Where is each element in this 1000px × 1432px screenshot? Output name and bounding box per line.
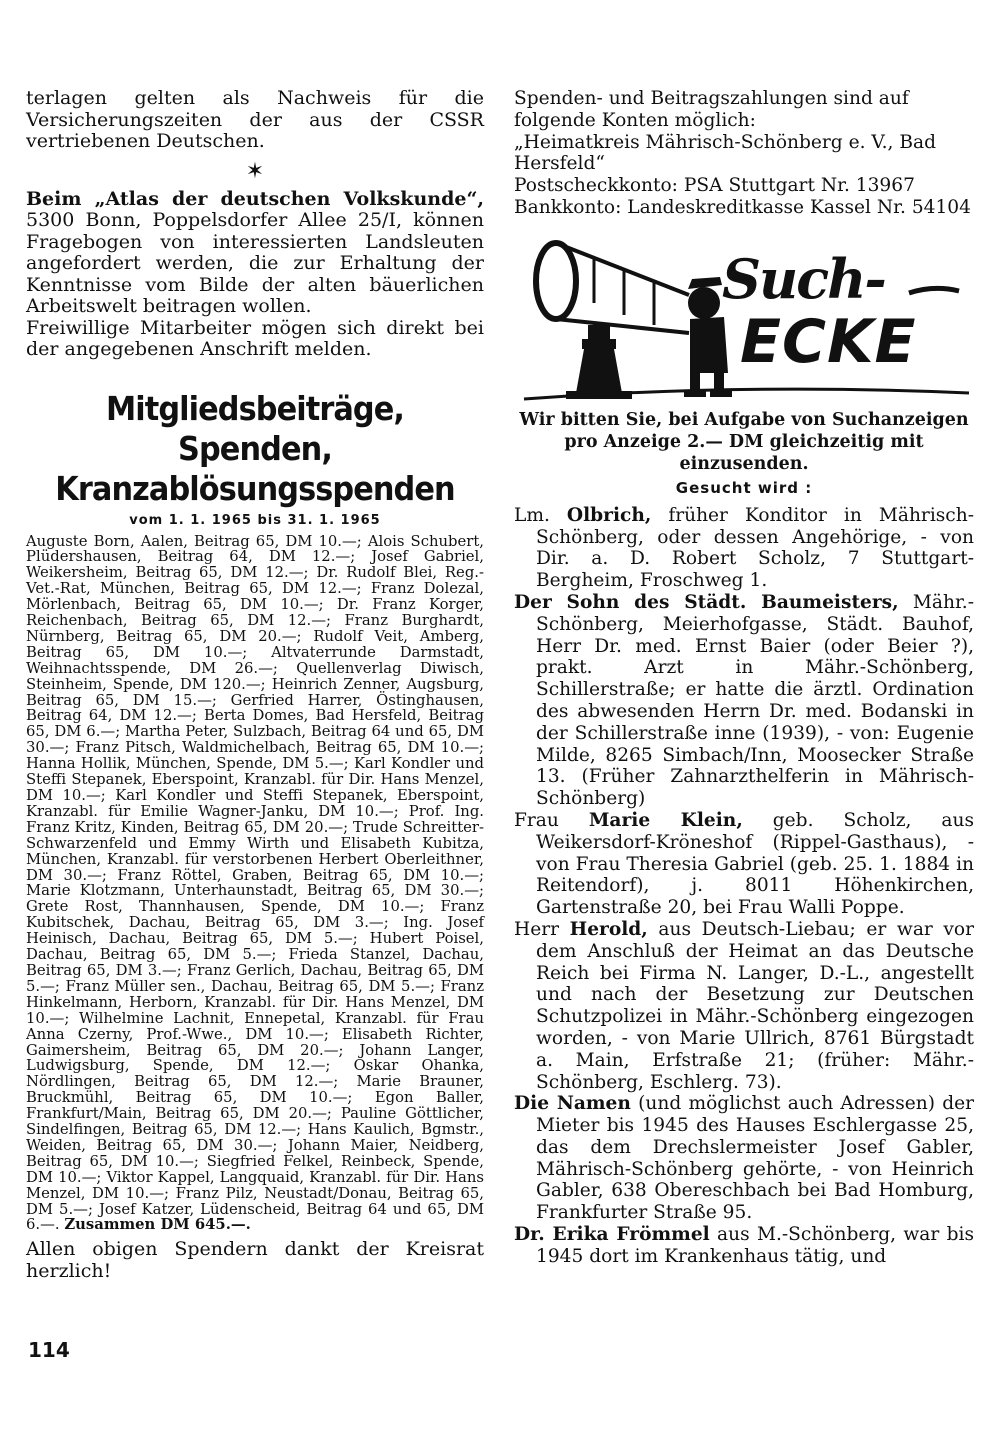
search-entry — [514, 1224, 974, 1268]
such-ecke-logo — [514, 233, 974, 403]
search-entry — [514, 1093, 974, 1224]
page-number: 114 — [28, 1338, 70, 1362]
heading-line-2: Kranzablösungsspenden — [55, 468, 455, 508]
atlas-lead: Beim „Atlas der deutschen Volkskunde“, — [26, 187, 484, 210]
entry-text: früher Konditor in Mährisch-Schönberg, oder dessen Angehörige, - von Dir. a. D. Robert Scholz, 7 Stuttgart-Bergheim, Froschweg 1. — [536, 504, 974, 592]
search-entry — [514, 919, 974, 1093]
entry-text: aus M.-Schönberg, war bis 1945 dort im Krankenhaus tätig, und — [536, 1224, 974, 1267]
logo-such-text: Such- — [722, 246, 885, 311]
accounts-intro: Spenden- und Beitragszahlungen sind auf folgende Konten möglich: — [514, 88, 909, 131]
entry-name: Der Sohn des Städt. Baumeisters, — [514, 591, 899, 613]
entry-prefix: Frau — [514, 809, 589, 831]
account-holder: „Heimatkreis Mährisch-Schönberg e. V., Bad Hersfeld“ — [514, 131, 936, 175]
donations-list — [26, 534, 484, 1234]
entry-text: Mähr.-Schönberg, Meierhofgasse, Städt. Bauhof, Herr Dr. med. Ernst Baier (oder Beier ?), prakt. Arzt in Mähr.-Schönberg, Schillerstraße; er hatte die ärztl. Ordination des abwesenden Herrn Dr. med. Bodanski in der Schillerstraße inne (1939), - von: Eugenie Milde, 8265 Simbach/Inn, Moosecker Straße 13. (Früher Zahnarzthelferin in Mährisch-Schönberg) — [536, 591, 974, 810]
search-entry — [514, 505, 974, 592]
intro-paragraph: terlagen gelten als Nachweis für die Versicherungszeiten der aus der CSSR vertriebenen Deutschen. — [26, 87, 484, 152]
logo-ecke-text: ECKE — [740, 306, 917, 377]
entry-name: Die Namen — [514, 1093, 631, 1115]
search-entry — [514, 810, 974, 919]
donations-period: vom 1. 1. 1965 bis 31. 1. 1965 — [129, 512, 381, 528]
donations-text: Auguste Born, Aalen, Beitrag 65, DM 10.—; Alois Schubert, Plüdershausen, Beitrag 64, DM 12.—; Josef Gabriel, Weikersheim, Beitrag 65, DM 12.—; Dr. Rudolf Blei, Reg.-Vet.-Rat, München, Beitrag 65, DM 12.—; Franz Dolezal, Mörlenbach, Beitrag 65, DM 10.—; Dr. Franz Korger, Reichenbach, Beitrag 65, DM 12.—; Franz Burghardt, Nürnberg, Beitrag 65, DM 20.—; Rudolf Veit, Amberg, Beitrag 65, DM 10.—; Altvaterrunde Darmstadt, Weihnachtsspende, DM 26.—; Quellenverlag Diwisch, Steinheim, Spende, DM 120.—; Heinrich Zenner, Augsburg, Beitrag 65, DM 15.—; Gerfried Harrer, Östinghausen, Beitrag 64, DM 12.—; Berta Domes, Bad Hersfeld, Beitrag 65, DM 6.—; Martha Peter, Sulzbach, Beitrag 64 und 65, DM 30.—; Franz Pitsch, Waldmichelbach, Beitrag 65, DM 10.—; Hanna Hollik, München, Spende, DM 5.—; Karl Kondler und Steffi Stepanek, Eberspoint, Kranzabl. für Dir. Hans Menzel, DM 10.—; Karl Kondler und Steffi Stepanek, Eberspoint, Kranzabl. für Emilie Wagner-Janku, DM 10.—; Prof. Ing. Franz Kritz, Kinden, Beitrag 65, DM 20.—; Trude Schreitter-Schwarzenfeld und Emmy Wirth und Elisabeth Kubitza, München, Kranzabl. für verstorbenen Herbert Oberleithner, DM 30.—; Franz Röttel, Graben, Beitrag 65, DM 10.—; Marie Klotzmann, Unterhaunstadt, Beitrag 65, DM 30.—; Grete Rost, Thannhausen, Spende, DM 10.—; Franz Kubitschek, Dachau, Beitrag 65, DM 3.—; Ing. Josef Heinisch, Dachau, Beitrag 65, DM 5.—; Hubert Poisel, Dachau, Beitrag 65, DM 5.—; Frieda Stanzel, Dachau, Beitrag 65, DM 3.—; Franz Gerlich, Dachau, Beitrag 65, DM 5.—; Franz Müller sen., Dachau, Beitrag 65, DM 5.—; Franz Hinkelmann, Herborn, Kranzabl. für Dir. Hans Menzel, DM 10.—; Wilhelmine Lachnit, Ennepetal, Kranzabl. für Frau Anna Czerny, Prof.-Wwe., DM 10.—; Elisabeth Richter, Gaimersheim, Beitrag 65, DM 20.—; Johann Langer, Ludwigsburg, Spende, DM 12.—; Oskar Ohanka, Nördlingen, Beitrag 65, DM 12.—; Marie Brauner, Bruckmühl, Beitrag 65, DM 10.—; Egon Baller, Frankfurt/Main, Beitrag 65, DM 20.—; Pauline Göttlicher, Sindelfingen, Beitrag 65, DM 12.—; Hans Kaulich, Bgmstr., Weiden, Beitrag 65, DM 30.—; Johann Maier, Neidberg, Beitrag 65, DM 10.—; Siegfried Felkel, Reinbeck, Spende, DM 10.—; Viktor Kappel, Langquaid, Kranzabl. für Dir. Hans Menzel, DM 10.—; Franz Pilz, Neustadt/Donau, Beitrag 65, DM 5.—; Josef Katzer, Lüdenscheid, Beitrag 64 und 65, DM 6.—. — [26, 532, 484, 1234]
gesucht-heading: Gesucht wird : — [675, 478, 813, 497]
entry-name: Dr. Erika Frömmel — [514, 1224, 710, 1246]
entry-name: Marie Klein, — [588, 809, 743, 831]
thanks-paragraph: Allen obigen Spendern dankt der Kreisrat herzlich! — [26, 1238, 484, 1282]
entry-name: Olbrich, — [566, 504, 652, 526]
right-column — [514, 88, 974, 1268]
entry-name: Herold, — [569, 918, 648, 940]
search-ad-notice: Wir bitten Sie, bei Aufgabe von Suchanzeigen pro Anzeige 2.— DM gleichzeitig mit einzusenden. — [519, 409, 969, 474]
postscheck-account: Postscheckkonto: PSA Stuttgart Nr. 13967 — [514, 175, 915, 197]
donations-heading — [44, 389, 465, 509]
asterisk-divider: ✶ — [245, 158, 265, 184]
heading-line-1: Mitgliedsbeiträge, Spenden, — [105, 388, 405, 468]
left-column — [26, 88, 484, 1282]
volunteers-paragraph: Freiwillige Mitarbeiter mögen sich direkt bei der angegebenen Anschrift melden. — [26, 316, 484, 360]
search-entry — [514, 592, 974, 810]
entry-prefix: Herr — [514, 918, 570, 940]
bank-account: Bankkonto: Landeskreditkasse Kassel Nr. 54104 — [514, 196, 971, 218]
entry-text: aus Deutsch-Liebau; er war vor dem Anschluß der Heimat an das Deutsche Reich bei Firma N. Langer, D.-L., angestellt und nach der Besetzung zur Deutschen Schutzpolizei in Mähr.-Schönberg eingezogen worden, - von Marie Ullrich, 8761 Bürgstadt a. Main, Erfstraße 21; (früher: Mähr.-Schönberg, Eschlerg. 73). — [536, 918, 975, 1093]
entry-prefix: Lm. — [514, 504, 567, 526]
entry-text: geb. Scholz, aus Weikersdorf-Kröneshof (Rippel-Gasthaus), - von Frau Theresia Gabriel (geb. 25. 1. 1884 in Reitendorf), j. 8011 Höhenkirchen, Gartenstraße 20, bei Frau Walli Poppe. — [536, 809, 975, 919]
atlas-rest: 5300 Bonn, Poppelsdorfer Allee 25/I, können Fragebogen von interessierten Landsleuten angefordert werden, die zur Erhaltung der Kenntnisse vom Bilde der alten bäuerlichen Arbeitswelt beitragen wollen. — [26, 209, 484, 317]
atlas-paragraph — [26, 189, 484, 318]
donations-total: Zusammen DM 645.—. — [64, 1216, 251, 1234]
entry-text: (und möglichst auch Adressen) der Mieter bis 1945 des Hauses Eschlergasse 25, das dem Drechslermeister Josef Gabler, Mährisch-Schönberg gehörte, - von Heinrich Gabler, 638 Obereschbach bei Bad Homburg, Frankfurter Straße 95. — [536, 1093, 974, 1224]
